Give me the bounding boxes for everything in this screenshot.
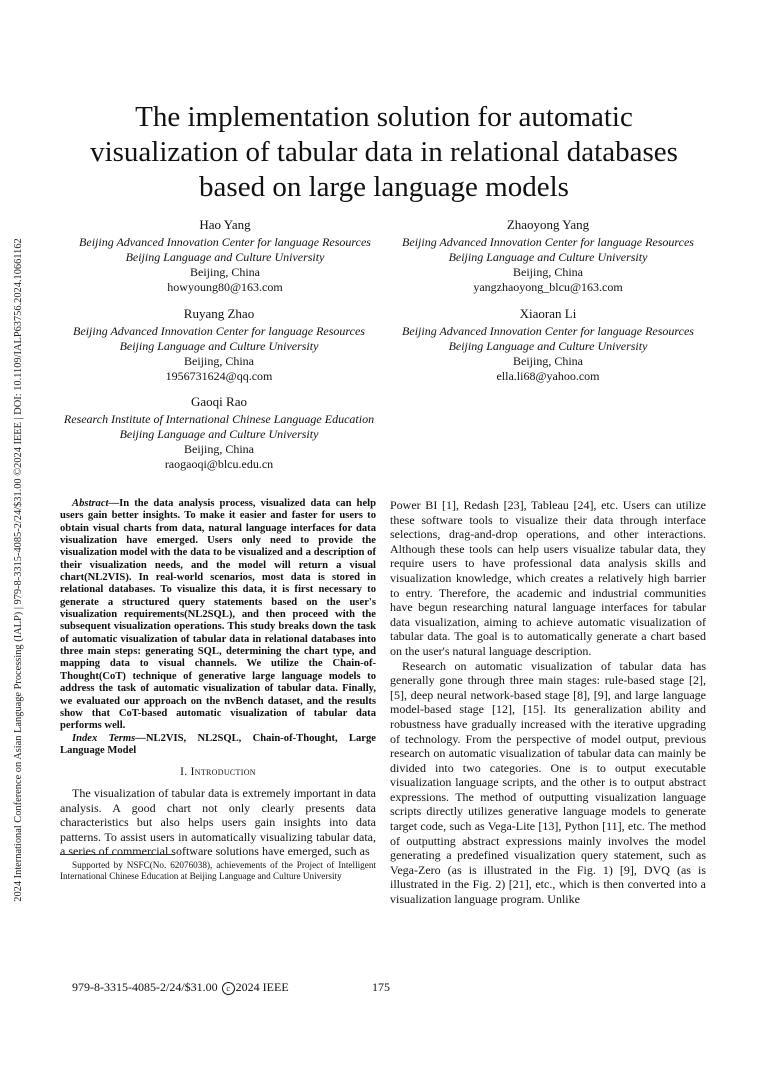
author-name: Xiaoran Li	[519, 306, 577, 321]
author-name: Zhaoyong Yang	[506, 217, 590, 232]
index-terms-label: Index Terms	[72, 732, 136, 744]
left-column	[60, 498, 376, 859]
author-city: Beijing, China	[190, 265, 260, 279]
author-email[interactable]: howyoung80@163.com	[167, 280, 283, 294]
footnote: Supported by NSFC(No. 62076038), achievements of the Project of Intelligent International Chinese Education at Beijing Language and Culture University	[60, 860, 376, 881]
section-title: Introduction	[190, 766, 256, 779]
author-email[interactable]: yangzhaoyong_blcu@163.com	[473, 280, 623, 294]
author-email[interactable]: raogaoqi@blcu.edu.cn	[164, 457, 274, 471]
author-block-5	[54, 394, 384, 472]
author-university: Beijing Language and Culture University	[125, 250, 325, 264]
author-university: Beijing Language and Culture University	[119, 339, 319, 353]
author-city: Beijing, China	[184, 354, 254, 368]
right-paragraph-1: Power BI [1], Redash [23], Tableau [24], etc. Users can utilize these software tools to visualize their data through interface selections, drag-and-drop operations, and other interactions. Although these tools can help users visualize tabular data, they require users to have professional data analysis skills and visualization knowledge, which creates a relatively high barrier to entry. Therefore, the academic and industrial communities have begun researching natural language interfaces for tabular data visualization, aiming to achieve automatic visualization of tabular data. The goal is to automatically generate a chart based on the user's natural language description.	[390, 498, 706, 658]
title-line-1: The implementation solution for automatic	[135, 101, 633, 133]
copyright-icon: c	[222, 982, 235, 995]
page-number: 175	[372, 980, 390, 994]
index-terms	[60, 733, 376, 758]
right-column	[390, 498, 706, 907]
author-name: Hao Yang	[199, 217, 251, 232]
author-university: Beijing Language and Culture University	[448, 339, 648, 353]
abstract	[60, 498, 376, 733]
author-city: Beijing, China	[513, 354, 583, 368]
author-university: Beijing Language and Culture University	[119, 427, 319, 441]
author-affiliation: Beijing Advanced Innovation Center for language Resources	[402, 235, 694, 249]
author-university: Beijing Language and Culture University	[448, 250, 648, 264]
author-city: Beijing, China	[184, 442, 254, 456]
author-name: Ruyang Zhao	[183, 306, 255, 321]
footnote-rule	[60, 854, 175, 855]
title-line-2: visualization of tabular data in relational databases	[90, 136, 678, 168]
author-block-3	[54, 306, 384, 384]
section-heading	[60, 765, 376, 780]
author-block-4	[383, 306, 713, 384]
footer-isbn-price: 979-8-3315-4085-2/24/$31.00	[72, 980, 218, 994]
author-affiliation: Beijing Advanced Innovation Center for language Resources	[402, 324, 694, 338]
title-line-3: based on large language models	[199, 171, 569, 203]
paper-title	[40, 100, 728, 205]
index-terms-text: —NL2VIS, NL2SQL, Chain-of-Thought, Large Language Model	[60, 732, 376, 756]
footer-copyright: 2024 IEEE	[235, 980, 289, 994]
author-block-1	[60, 217, 390, 295]
author-affiliation: Research Institute of International Chinese Language Education	[63, 412, 375, 426]
author-email[interactable]: 1956731624@qq.com	[165, 369, 273, 383]
doi-sidebar: 2024 International Conference on Asian Language Processing (IALP) | 979-8-3315-4085-2/24/$31.00 ©2024 IEEE | DOI: 10.1109/IALP63756.2024.10661162	[13, 238, 24, 902]
author-city: Beijing, China	[513, 265, 583, 279]
abstract-label: Abstract	[72, 498, 109, 509]
footer-isbn	[72, 980, 289, 995]
abstract-text: —In the data analysis process, visualized data can help users gain better insights. To make it easier and faster for users to obtain visual charts from data, natural language interfaces for data visualization have emerged. Users only need to provide the visualization model with the data to be visualized and a description of their visualization needs, and the model will return a visual chart(NL2VIS). In real-world scenarios, most data is stored in relational databases. To visualize this data, it is first necessary to generate a structured query statements based on the user's visualization requirements(NL2SQL), and then proceed with the subsequent visualization operations. This study breaks down the task of automatic visualization of tabular data in relational databases into three main steps: generating SQL, determining the chart type, and mapping data to visual channels. We utilize the Chain-of-Thought(CoT) technique of generative large language models to address the task of automatic visualization of tabular data. Finally, we evaluated our approach on the nvBench dataset, and the results show that CoT-based automatic visualization of tabular data performs well.	[60, 498, 376, 732]
author-affiliation: Beijing Advanced Innovation Center for language Resources	[79, 235, 371, 249]
author-affiliation: Beijing Advanced Innovation Center for language Resources	[73, 324, 365, 338]
author-email[interactable]: ella.li68@yahoo.com	[496, 369, 600, 383]
author-name: Gaoqi Rao	[191, 394, 247, 409]
section-number: I.	[180, 766, 188, 779]
right-paragraph-2: Research on automatic visualization of tabular data has generally gone through three main stages: rule-based stage [2], [5], deep neural network-based stage [8], [9], and large language model-based stage [12], [15]. Its generalization ability and robustness have gradually increased with the iterative upgrading of technology. From the perspective of model output, previous research on automatic visualization of tabular data can mainly be divided into two categories. One is to output executable visualization language scripts, and the other is to output abstract expressions. The method of outputting visualization language scripts directly utilizes generative language models to generate target code, such as Vega-Lite [13], Python [11], etc. The method of outputting abstract expressions mainly involves the model generating a predefined visualization query statement, such as Vega-Zero (as is illustrated in the Fig. 1) [9], DVQ (as is illustrated in the Fig. 2) [21], etc., which is then converted into a visualization language program. Unlike	[390, 658, 706, 907]
intro-paragraph-1: The visualization of tabular data is extremely important in data analysis. A good chart not only clearly presents data characteristics but also helps users gain insights into data patterns. To assist users in automatically visualizing tabular data, a series of commercial software solutions have emerged, such as	[60, 785, 376, 859]
author-block-2	[383, 217, 713, 295]
